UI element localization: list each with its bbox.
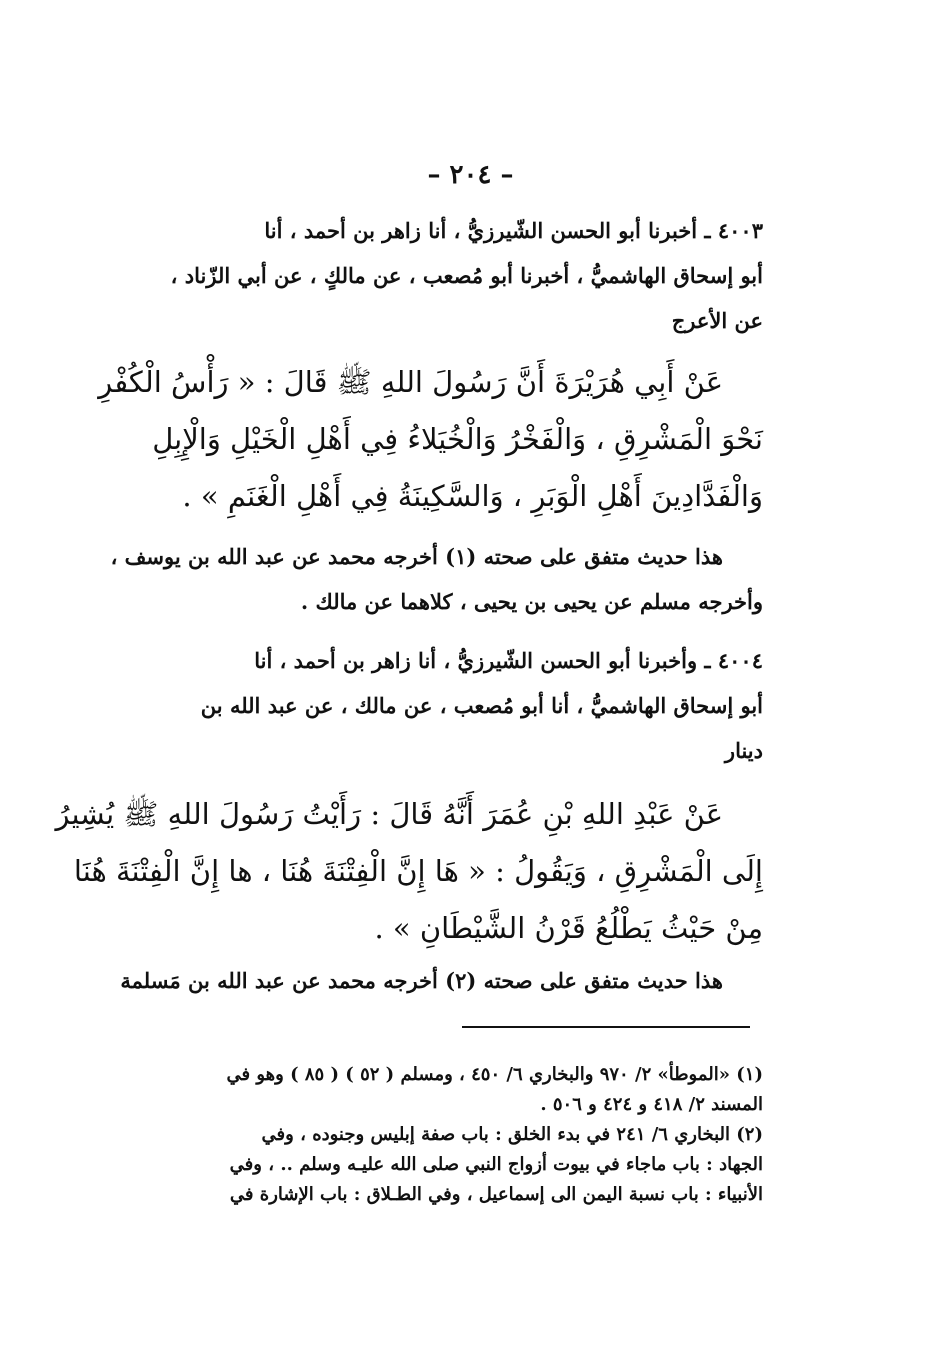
isnad-line: ٤٠٠٤ ـ وأخبرنا أبو الحسن الشّيرزيُّ ، أنا زاهر بن أحمد ، أنا <box>254 648 763 673</box>
hadith-404-takhrij <box>120 958 763 1003</box>
hadith-403-matn <box>98 354 763 525</box>
matn-line: عَنْ أَبِي هُرَيْرَةَ أَنَّ رَسُولَ اللهِ ﷺ قَالَ : « رَأْسُ الْكُفْرِ <box>98 365 723 399</box>
hadith-404-isnad <box>123 638 763 773</box>
footnote-line: الأنبياء : باب نسبة اليمن الى إسماعيل ، وفي الطـلاق : باب الإشارة في <box>229 1184 763 1205</box>
matn-line: إِلَى الْمَشْرِقِ ، وَيَقُولُ : « هَا إِنَّ الْفِتْنَةَ هُنَا ، ها إِنَّ الْفِتْنَةَ هُنَا <box>73 854 763 888</box>
isnad-line: أبو إسحاق الهاشميُّ ، أخبرنا أبو مُصعب ، عن مالكٍ ، عن أبي الزّناد ، <box>170 263 763 288</box>
footnote-separator <box>462 1026 750 1028</box>
isnad-line: دينار <box>724 738 763 763</box>
takhrij-line: هذا حديث متفق على صحته (١) أخرجه محمد عن عبد الله بن يوسف ، <box>110 544 723 569</box>
takhrij-line: وأخرجه مسلم عن يحيى بن يحيى ، كلاهما عن مالك . <box>300 589 763 614</box>
matn-line: نَحْوَ الْمَشْرِقِ ، وَالْفَخْرُ وَالْخُيَلاءُ فِي أَهْلِ الْخَيْلِ وَالْإِبِلِ <box>152 422 763 456</box>
footnotes <box>123 1060 763 1210</box>
matn-line: مِنْ حَيْثُ يَطْلُعُ قَرْنُ الشَّيْطَانِ » . <box>374 911 763 945</box>
isnad-line: عن الأعرج <box>671 308 763 333</box>
hadith-403-isnad <box>123 208 763 343</box>
footnote-line: الجهاد : باب ماجاء في بيوت أزواج النبي صلى الله عليـه وسلم .. ، وفي <box>229 1154 763 1175</box>
takhrij-line: هذا حديث متفق على صحته (٢) أخرجه محمد عن عبد الله بن مَسلمة <box>120 968 723 993</box>
isnad-line: ٤٠٠٣ ـ أخبرنا أبو الحسن الشّيرزيُّ ، أنا زاهر بن أحمد ، أنا <box>264 218 763 243</box>
footnote-line: (٢) البخاري ٦/ ٢٤١ في بدء الخلق : باب صفة إبليس وجنوده ، وفي <box>261 1124 763 1145</box>
page-number: – ٢٠٤ – <box>427 160 514 190</box>
footnote-line: (١) «الموطأ» ٢/ ٩٧٠ والبخاري ٦/ ٤٥٠ ، ومسلم ( ٥٢ ) ( ٨٥ ) وهو في <box>226 1064 763 1085</box>
matn-line: وَالْفَدَّادِينَ أَهْلِ الْوَبَرِ ، وَالسَّكِينَةُ فِي أَهْلِ الْغَنَمِ » . <box>182 479 763 513</box>
matn-line: عَنْ عَبْدِ اللهِ بْنِ عُمَرَ أَنَّهُ قَالَ : رَأَيْتُ رَسُولَ اللهِ ﷺ يُشِيرُ <box>55 797 723 831</box>
footnote-line: المسند ٢/ ٤١٨ و ٤٢٤ و ٥٠٦ . <box>540 1094 763 1115</box>
hadith-403-takhrij <box>110 534 763 624</box>
isnad-line: أبو إسحاق الهاشميُّ ، أنا أبو مُصعب ، عن مالك ، عن عبد الله بن <box>200 693 763 718</box>
hadith-404-matn <box>55 786 763 957</box>
